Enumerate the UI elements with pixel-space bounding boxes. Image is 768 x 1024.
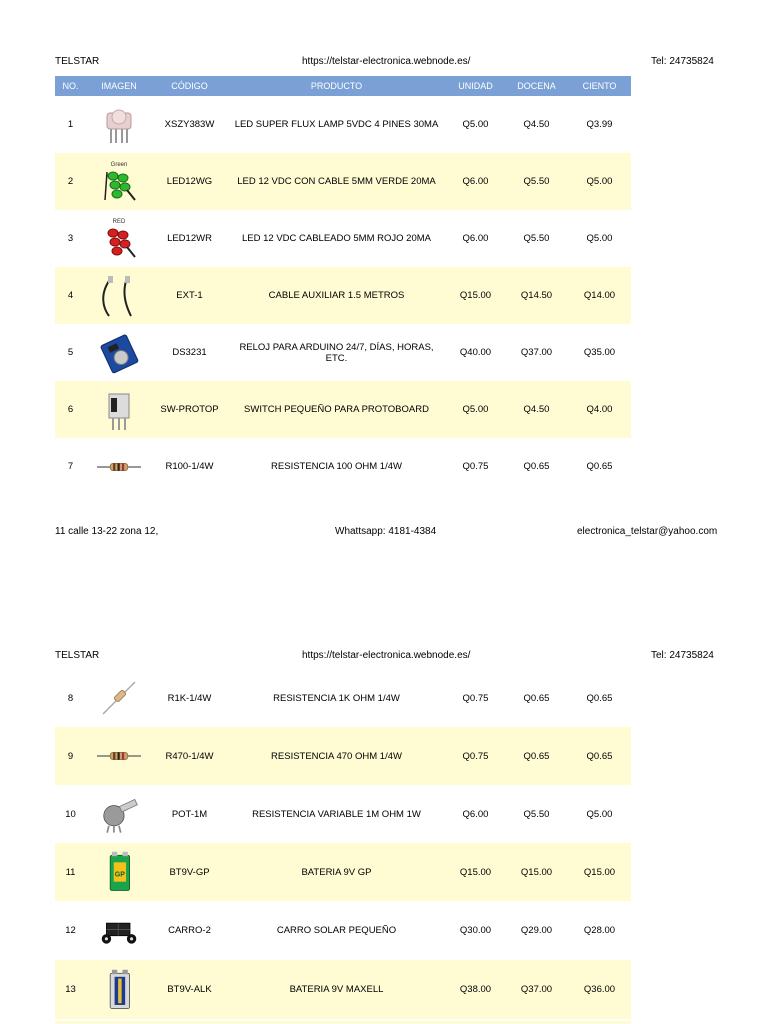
table-row: [55, 267, 631, 324]
svg-text:GP: GP: [114, 871, 125, 879]
cell-dozen-price: Q0.65: [523, 461, 550, 472]
table-row: [55, 210, 631, 267]
cell-dozen-price: Q37.00: [505, 960, 568, 1019]
cell-no: 6: [55, 381, 86, 438]
col-header-code: CÓDIGO: [152, 76, 227, 96]
cell-product: LED 12 VDC CON CABLE 5MM VERDE 20MA: [227, 153, 446, 210]
cell-image: [86, 727, 152, 785]
cell-image: [86, 901, 152, 960]
cell-image: [86, 96, 152, 153]
table-row: [55, 785, 631, 843]
table-header-row: [55, 76, 631, 96]
table-row: [55, 381, 631, 438]
cell-hundred-price: Q14.00: [568, 267, 631, 324]
col-header-unit: UNIDAD: [446, 76, 505, 96]
cell-code: LED12WR: [167, 233, 212, 244]
svg-text:RED: RED: [112, 218, 126, 225]
col-header-hundred: CIENTO: [568, 76, 631, 96]
website-url-2[interactable]: https://telstar-electronica.webnode.es/: [302, 650, 471, 661]
cell-unit-price: Q6.00: [462, 233, 489, 244]
company-name: TELSTAR: [55, 56, 100, 67]
cell-no: 7: [67, 461, 74, 472]
cell-hundred-price: Q15.00: [568, 843, 631, 901]
cell-code: BT9V-ALK: [152, 960, 227, 1019]
cell-hundred-price: Q0.65: [568, 727, 631, 785]
cell-dozen-price: Q4.50: [523, 119, 550, 130]
cell-hundred-price: Q0.65: [586, 692, 613, 704]
cell-unit-price: Q0.75: [462, 692, 489, 704]
red-led-icon: [97, 217, 141, 261]
table-row: [55, 960, 631, 1019]
col-header-no: NO.: [55, 76, 86, 96]
cell-dozen-price: Q5.50: [505, 153, 568, 210]
cell-hundred-price: Q36.00: [568, 960, 631, 1019]
cell-hundred-price: Q5.00: [568, 153, 631, 210]
cell-dozen-price: Q0.65: [523, 692, 550, 704]
cell-image: [86, 153, 152, 210]
cell-unit-price: Q6.00: [446, 153, 505, 210]
cell-no: 8: [67, 692, 74, 704]
green-led-icon: [97, 160, 141, 204]
cell-unit-price: Q15.00: [446, 267, 505, 324]
cell-unit-price: Q5.00: [462, 119, 489, 130]
email[interactable]: electronica_telstar@yahoo.com: [577, 526, 718, 537]
cell-unit-price: Q0.75: [446, 727, 505, 785]
cell-product: CARRO SOLAR PEQUEÑO: [276, 925, 397, 936]
cell-no: 2: [55, 153, 86, 210]
cell-image: [86, 960, 152, 1019]
cell-code: POT-1M: [171, 808, 208, 820]
cell-code: XSZY383W: [164, 119, 215, 130]
cell-dozen-price: Q0.65: [505, 727, 568, 785]
cell-product: LED SUPER FLUX LAMP 5VDC 4 PINES 30MA: [234, 119, 439, 130]
resistor-icon: [97, 734, 141, 778]
cell-product: CABLE AUXILIAR 1.5 METROS: [227, 267, 446, 324]
company-name-2: TELSTAR: [55, 650, 100, 661]
cell-dozen-price: Q15.00: [505, 843, 568, 901]
cell-hundred-price: Q35.00: [583, 347, 616, 358]
cell-unit-price: Q38.00: [446, 960, 505, 1019]
table-row: [55, 727, 631, 785]
cell-dozen-price: Q5.50: [523, 233, 550, 244]
cell-no: 1: [67, 119, 74, 130]
solar-car-icon: [97, 909, 141, 953]
cell-code: R100-1/4W: [165, 461, 214, 472]
cell-code: EXT-1: [152, 267, 227, 324]
cell-code: R1K-1/4W: [167, 692, 212, 704]
battery-maxell-icon: [97, 968, 141, 1012]
cell-no: 4: [55, 267, 86, 324]
cell-image: [86, 210, 152, 267]
table-row: [55, 153, 631, 210]
cell-unit-price: Q5.00: [446, 381, 505, 438]
cell-no: 12: [65, 925, 76, 936]
cell-no: 10: [65, 808, 76, 820]
cell-unit-price: Q40.00: [459, 347, 492, 358]
cell-image: [86, 669, 152, 727]
led-superflux-icon: [97, 103, 141, 147]
address: 11 calle 13-22 zona 12,: [55, 526, 159, 537]
cell-product: RESISTENCIA 1K OHM 1/4W: [273, 692, 400, 704]
cell-dozen-price: Q4.50: [505, 381, 568, 438]
cell-product: RESISTENCIA 100 OHM 1/4W: [271, 461, 402, 472]
cell-image: [86, 843, 152, 901]
cell-image: [86, 785, 152, 843]
whatsapp: Whattsapp: 4181-4384: [335, 526, 437, 537]
table-row: [55, 438, 631, 495]
cell-code: DS3231: [172, 347, 207, 358]
cell-product: RESISTENCIA VARIABLE 1M OHM 1W: [252, 808, 421, 820]
cell-hundred-price: Q3.99: [586, 119, 613, 130]
cell-no: 13: [55, 960, 86, 1019]
col-header-dozen: DOCENA: [505, 76, 568, 96]
cell-unit-price: Q30.00: [459, 925, 492, 936]
potentiometer-icon: [97, 792, 141, 836]
col-header-product: PRODUCTO: [227, 76, 446, 96]
table-row: [55, 901, 631, 960]
cell-hundred-price: Q0.65: [586, 461, 613, 472]
table-row: [55, 843, 631, 901]
cell-unit-price: Q0.75: [462, 461, 489, 472]
cell-product: BATERIA 9V GP: [227, 843, 446, 901]
cell-dozen-price: Q29.00: [520, 925, 553, 936]
cell-hundred-price: Q28.00: [583, 925, 616, 936]
cell-product: RESISTENCIA 470 OHM 1/4W: [227, 727, 446, 785]
rtc-module-icon: [97, 331, 141, 375]
col-header-image: IMAGEN: [86, 76, 152, 96]
battery-gp-icon: [97, 850, 141, 894]
cell-product: BATERIA 9V MAXELL: [227, 960, 446, 1019]
product-table-2: [55, 669, 631, 1019]
cell-hundred-price: Q5.00: [586, 808, 613, 820]
svg-text:Green: Green: [110, 161, 128, 168]
resistor-icon: [97, 445, 141, 489]
cell-image: [86, 381, 152, 438]
table-row: [55, 669, 631, 727]
cell-dozen-price: Q14.50: [505, 267, 568, 324]
cell-dozen-price: Q5.50: [523, 808, 550, 820]
resistor-small-icon: [97, 676, 141, 720]
cell-no: 11: [55, 843, 86, 901]
cell-code: CARRO-2: [168, 925, 211, 936]
cell-code: SW-PROTOP: [152, 381, 227, 438]
website-url[interactable]: https://telstar-electronica.webnode.es/: [302, 56, 471, 67]
cell-unit-price: Q6.00: [462, 808, 489, 820]
table-row: [55, 96, 631, 153]
cell-image: [86, 267, 152, 324]
cell-product: LED 12 VDC CABLEADO 5MM ROJO 20MA: [242, 233, 431, 244]
cell-no: 3: [67, 233, 74, 244]
cell-image: [86, 438, 152, 495]
product-table: [55, 76, 631, 495]
cell-code: BT9V-GP: [152, 843, 227, 901]
cell-image: [86, 324, 152, 381]
cell-hundred-price: Q5.00: [586, 233, 613, 244]
phone-number: Tel: 24735824: [651, 56, 714, 67]
aux-cable-icon: [97, 274, 141, 318]
cell-dozen-price: Q37.00: [520, 347, 553, 358]
cell-unit-price: Q15.00: [446, 843, 505, 901]
table-row: [55, 324, 631, 381]
cell-product: RELOJ PARA ARDUINO 24/7, DÍAS, HORAS, ETC.: [239, 341, 434, 364]
cell-product: SWITCH PEQUEÑO PARA PROTOBOARD: [227, 381, 446, 438]
cell-code: LED12WG: [152, 153, 227, 210]
slide-switch-icon: [97, 388, 141, 432]
cell-hundred-price: Q4.00: [568, 381, 631, 438]
cell-code: R470-1/4W: [152, 727, 227, 785]
cell-no: 9: [55, 727, 86, 785]
phone-number-2: Tel: 24735824: [651, 650, 714, 661]
cell-no: 5: [67, 347, 74, 358]
